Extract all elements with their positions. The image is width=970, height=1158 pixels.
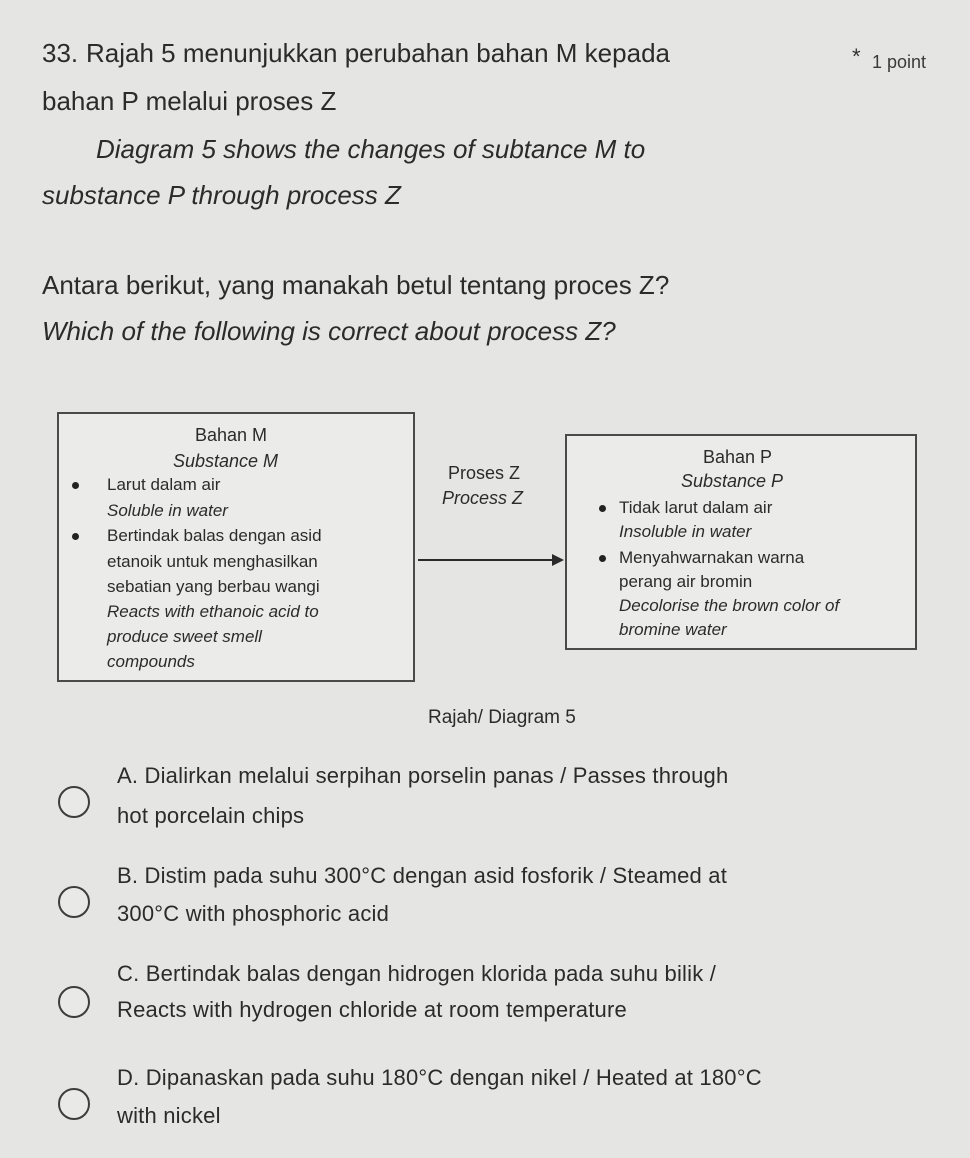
question-text-line5: Antara berikut, yang manakah betul tentang proces Z? [42, 270, 670, 300]
substance-p-line: Menyahwarnakan warna [619, 548, 805, 567]
points-label: 1 point [872, 52, 927, 72]
substance-m-line: compounds [107, 652, 195, 671]
option-d-text-line2: with nickel [117, 1103, 221, 1128]
required-mark: * [852, 44, 861, 69]
substance-p-line: Insoluble in water [619, 522, 752, 541]
bullet-icon [599, 505, 606, 512]
substance-m-line: produce sweet smell [107, 627, 262, 646]
option-c-text-line1: C. Bertindak balas dengan hidrogen klorida pada suhu bilik / [117, 961, 717, 986]
question-text-line6: Which of the following is correct about process Z? [42, 316, 616, 346]
radio-button-b[interactable] [58, 886, 90, 918]
option-b-text-line2: 300°C with phosphoric acid [117, 901, 390, 926]
bullet-icon [599, 555, 606, 562]
option-c-text-line2: Reacts with hydrogen chloride at room temperature [117, 997, 627, 1022]
question-text-line3: Diagram 5 shows the changes of subtance M to [96, 134, 646, 164]
arrow-head-icon [552, 554, 564, 566]
option-a-text-line2: hot porcelain chips [117, 803, 305, 828]
question-text-line2: bahan P melalui proses Z [42, 86, 337, 116]
substance-m-line: Larut dalam air [107, 475, 221, 494]
substance-p-line: Tidak larut dalam air [619, 498, 773, 517]
bullet-icon [72, 533, 79, 540]
diagram-caption: Rajah/ Diagram 5 [428, 707, 576, 728]
option-b-text-line1: B. Distim pada suhu 300°C dengan asid fosforik / Steamed at [117, 863, 728, 888]
question-text-line1: Rajah 5 menunjukkan perubahan bahan M kepada [86, 38, 670, 68]
substance-m-line: Soluble in water [107, 501, 228, 520]
option-a-text-line1: A. Dialirkan melalui serpihan porselin panas / Passes through [117, 763, 729, 788]
radio-button-a[interactable] [58, 786, 90, 818]
option-d-text-line1: D. Dipanaskan pada suhu 180°C dengan nikel / Heated at 180°C [117, 1065, 762, 1090]
substance-m-line: Reacts with ethanoic acid to [107, 602, 319, 621]
radio-button-c[interactable] [58, 986, 90, 1018]
substance-m-box [57, 412, 415, 682]
substance-p-title-ms: Bahan P [703, 447, 773, 467]
bullet-icon [72, 482, 79, 489]
substance-m-line: sebatian yang berbau wangi [107, 577, 320, 596]
substance-m-line: etanoik untuk menghasilkan [107, 552, 318, 571]
question-number: 33. [42, 38, 79, 68]
process-label-ms: Proses Z [448, 463, 521, 483]
substance-p-line: perang air bromin [619, 572, 753, 591]
substance-p-line: bromine water [619, 620, 727, 639]
radio-button-d[interactable] [58, 1088, 90, 1120]
substance-m-title-ms: Bahan M [195, 425, 268, 445]
substance-p-line: Decolorise the brown color of [619, 596, 840, 615]
process-label-en: Process Z [442, 488, 524, 508]
process-arrow [418, 559, 554, 561]
substance-m-title-en: Substance M [173, 451, 279, 471]
substance-p-title-en: Substance P [681, 471, 784, 491]
substance-p-box [565, 434, 917, 650]
question-text-line4: substance P through process Z [42, 180, 401, 210]
substance-m-line: Bertindak balas dengan asid [107, 526, 322, 545]
